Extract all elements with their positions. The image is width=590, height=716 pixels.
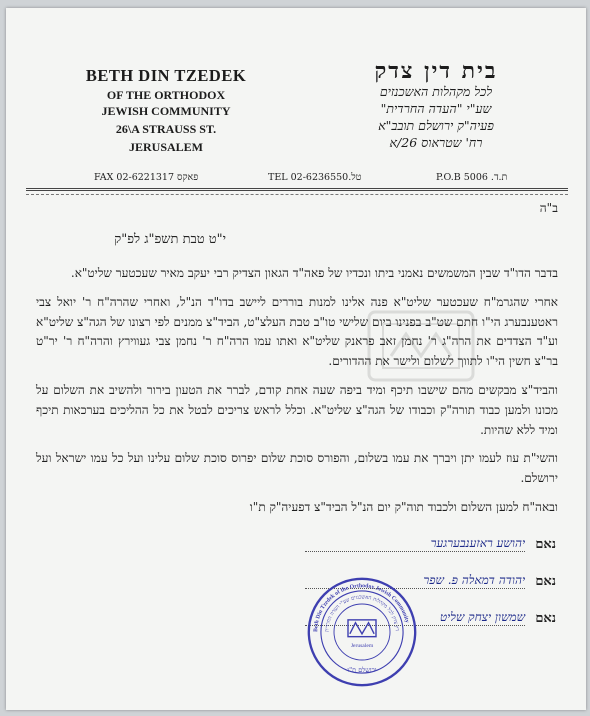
- stamp-hebrew-text: דין צדק לכל מקהלות האשכנזים שע"י העדה החרדית: [324, 594, 400, 633]
- signature-label: נאם: [535, 574, 556, 589]
- letterhead-english-name: BETH DIN TZEDEK: [85, 66, 247, 85]
- letterhead-hebrew-line2: לכל מקהלות האשכנזים: [379, 84, 493, 99]
- signature-row-1: [305, 536, 556, 552]
- body-paragraph-1: בדבר הדו"ד שבין המשמשים נאמני ביתו ונכדיו של פאה"ד הגאון הצדיק רבי יעקב מאיר שעכטער שליט"א.: [70, 266, 558, 280]
- body-paragraph-5: ובאה"ח למען השלום ולכבוד תוה"ק יום הנ"ל הביד"צ דפעיה"ק ת"ו: [249, 499, 558, 514]
- contact-fax: FAX 02-6221317 פאקס: [94, 172, 199, 183]
- body-paragraph-4: והשי"ת עוז לעמו יתן ויברך את עמו בשלום, והפורס סוכת שלום יפרוס סוכת שלום עלינו ועל כל עמו ישראל ועל ירושלם.: [36, 451, 558, 486]
- letterhead-divider-dashed: [26, 194, 568, 195]
- handwritten-signature-1: יהושע ראזענבערגער: [430, 536, 526, 550]
- handwritten-signature-2: יהודה דמאלה פ. שפר: [423, 573, 526, 587]
- signature-label: נאם: [535, 537, 556, 552]
- letterhead-english-address: 26\A STRAUSS ST.: [115, 122, 217, 136]
- letterhead-english-line3: JEWISH COMMUNITY: [101, 104, 231, 118]
- letterhead-english: [66, 66, 266, 155]
- letterhead-hebrew-name: בית דין צדק: [374, 58, 498, 84]
- signature-line: [305, 536, 525, 552]
- signature-label: נאם: [535, 611, 556, 626]
- handwritten-signature-3: שמשון יצחק שליט: [439, 610, 526, 624]
- letter-page: [6, 8, 586, 710]
- letterhead-english-city: JERUSALEM: [128, 140, 203, 154]
- stamp-outer-text: Beth Din Tzedek of the Orthodox Jewish Community: [313, 583, 410, 633]
- rabbinical-court-stamp: [306, 576, 418, 688]
- body-paragraph-3: והביד"צ מבקשים מהם שישבו תיכף ומיד ביפה שעה אחת קודם, לברר את הטעון בירור ולהשיב את השלום על מכונו ולמען כבוד תורה"ק וכבודו של הגה"צ שליט"א. וכלל לראש צריכים לבטל את כל ההליכים בערכאות תיכף ומיד ללא שהיות.: [36, 382, 558, 437]
- letter-body: [36, 264, 558, 527]
- letterhead-divider: [26, 188, 568, 191]
- body-paragraph-2: אחרי שהגרמ"ח שעכטער שליט"א פנה אלינו למנות בוררים ליישב בדו"ד הנ"ל, ואחרי שהרה"ח ר' יואל צבי ראטענבערג הי"ו חתם שט"ב בפנינו ביום שלישי טו"ב טבת העלצ"ט, הביד"צ ממנים לפי רצונו של הגה"צ שליט"א וע"ד הצדדים את הרה"ג ר' נחמן זאב פראנק שליט"א ואתו עמו הרה"ח ר' נחמן צבי געווירץ והרה"ח ר' יר"ט בר"צ חשין הי"ו לתווך לשלום ולישר את ההדורים.: [36, 294, 558, 369]
- letter-date: י"ט טבת תשפ"ג לפ"ק: [114, 232, 226, 247]
- contact-tel: TEL 02-6236550.טל: [268, 172, 362, 183]
- stamp-bottom: ירושלם ת"ו: [347, 666, 377, 675]
- contact-pob: P.O.B 5006 .ת.ד: [436, 172, 508, 183]
- letterhead-hebrew-address: רח' שטראוס 26/א: [389, 135, 483, 150]
- letterhead-hebrew-line4: פעיה"ק ירושלם תובב"א: [378, 118, 494, 133]
- letterhead-english-line2: OF THE ORTHODOX: [106, 88, 226, 102]
- letterhead-hebrew: [321, 58, 551, 151]
- stamp-city: Jerusalem: [350, 642, 374, 649]
- bh-mark: ב"ה: [539, 201, 558, 215]
- letterhead-hebrew-line3: שע"י "העדה החרדית": [380, 101, 492, 116]
